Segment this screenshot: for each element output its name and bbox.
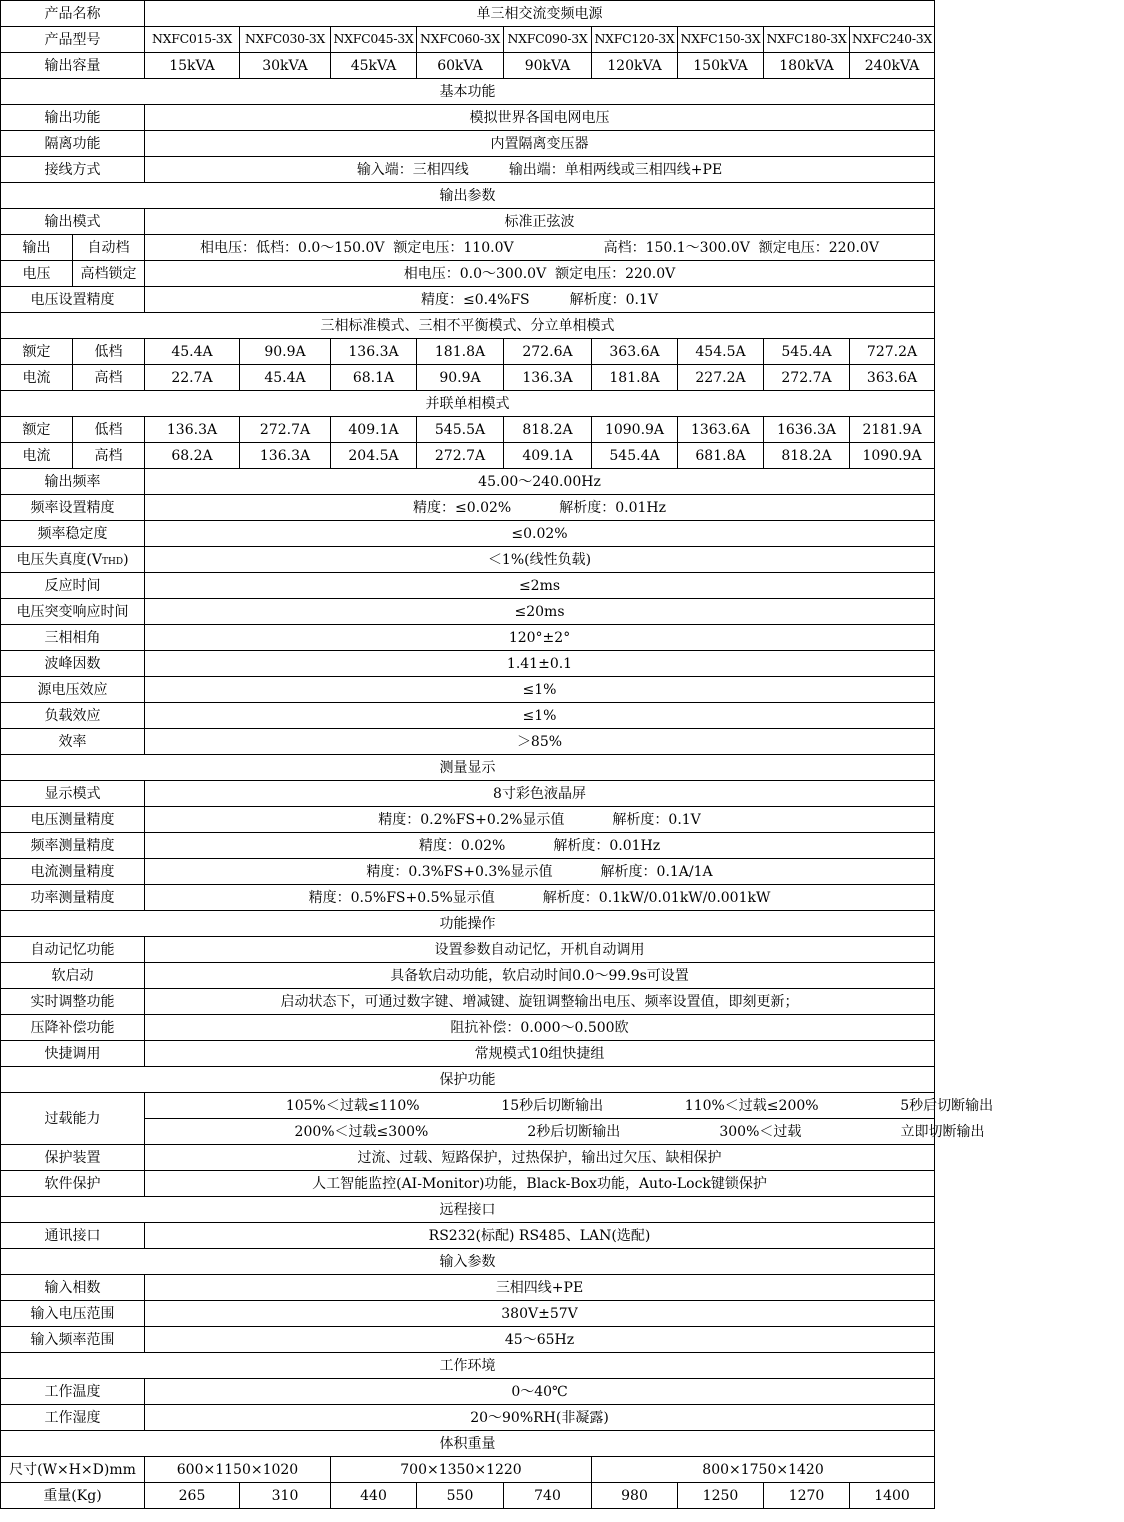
section-measure (1, 755, 935, 781)
accuracy-text: 精度：0.2%FS+0.2%显示值 (378, 811, 565, 828)
current-cell: 727.2A (850, 339, 935, 365)
row-label: 重量(Kg) (1, 1483, 145, 1509)
current-cell: 1363.6A (678, 417, 764, 443)
section-operation (1, 911, 935, 937)
row-weight (1, 1483, 935, 1509)
wiring-input: 输入端：三相四线 (356, 161, 469, 178)
model-cell: NXFC120-3X (592, 27, 678, 53)
current-cell: 181.8A (417, 339, 504, 365)
current-cell: 136.3A (504, 365, 592, 391)
row-value: 380V±57V (145, 1301, 935, 1327)
current-cell: 22.7A (145, 365, 240, 391)
row-misc (1, 703, 935, 729)
row-value (145, 885, 935, 911)
current-cell: 136.3A (331, 339, 417, 365)
model-cell: NXFC180-3X (764, 27, 850, 53)
current-cell: 409.1A (331, 417, 417, 443)
row-value: 45.00～240.00Hz (145, 469, 935, 495)
row-output-frequency (1, 469, 935, 495)
row-label: 实时调整功能 (1, 989, 145, 1015)
row-comm (1, 1223, 935, 1249)
accuracy-text: 精度：0.5%FS+0.5%显示值 (308, 889, 495, 906)
current-cell: 545.5A (417, 417, 504, 443)
row-label: 电流 (1, 365, 73, 391)
current-cell: 363.6A (592, 339, 678, 365)
sub-label: 高档 (73, 443, 145, 469)
row-label: 输出模式 (1, 209, 145, 235)
current-cell: 181.8A (592, 365, 678, 391)
weight-cell: 1400 (850, 1483, 935, 1509)
row-value: RS232(标配) RS485、LAN(选配) (145, 1223, 935, 1249)
row-misc (1, 677, 935, 703)
resolution-text: 解析度：0.01Hz (559, 499, 666, 516)
row-value (145, 1093, 994, 1119)
model-cell: NXFC090-3X (504, 27, 592, 53)
row-operation (1, 963, 935, 989)
current-cell: 45.4A (145, 339, 240, 365)
row-value: 具备软启动功能，软启动时间0.0～99.9s可设置 (145, 963, 935, 989)
row-label: 功率测量精度 (1, 885, 145, 911)
accuracy-text: 精度：0.3%FS+0.3%显示值 (366, 863, 553, 880)
row-value: 45～65Hz (145, 1327, 935, 1353)
row-value (145, 235, 935, 261)
capacity-cell: 15kVA (145, 53, 240, 79)
label-product-name: 产品名称 (1, 1, 145, 27)
row-label: 频率稳定度 (1, 521, 145, 547)
section-protection (1, 1067, 935, 1093)
row-label: 输出功能 (1, 105, 145, 131)
row-value: 启动状态下，可通过数字键、增减键、旋钮调整输出电压、频率设置值，即刻更新； (145, 989, 935, 1015)
row-output-function (1, 105, 935, 131)
weight-cell: 265 (145, 1483, 240, 1509)
row-value (145, 833, 935, 859)
row-wiring (1, 157, 935, 183)
row-misc (1, 651, 935, 677)
resolution-text: 解析度：0.1A/1A (600, 863, 713, 880)
value-product-name: 单三相交流变频电源 (145, 1, 935, 27)
row-value (145, 807, 935, 833)
row-input (1, 1275, 935, 1301)
row-capacity (1, 53, 935, 79)
section-header: 远程接口 (1, 1197, 935, 1223)
row-value: ≤0.02% (145, 521, 935, 547)
row-misc (1, 729, 935, 755)
overload-range: 200%＜过载≤300% (294, 1123, 429, 1140)
row-label: 快捷调用 (1, 1041, 145, 1067)
section-header: 测量显示 (1, 755, 935, 781)
sub-label: 高档锁定 (73, 261, 145, 287)
capacity-cell: 240kVA (850, 53, 935, 79)
row-label: 自动记忆功能 (1, 937, 145, 963)
current-cell: 454.5A (678, 339, 764, 365)
current-cell: 1636.3A (764, 417, 850, 443)
weight-cell: 980 (592, 1483, 678, 1509)
row-3p-current-low (1, 339, 935, 365)
row-measure (1, 885, 935, 911)
current-cell: 68.2A (145, 443, 240, 469)
current-cell: 45.4A (240, 365, 331, 391)
row-models (1, 27, 935, 53)
size-cell: 800×1750×1420 (592, 1457, 935, 1483)
overload-action: 立即切断输出 (900, 1123, 985, 1140)
accuracy-text: 精度：≤0.4%FS (421, 291, 530, 308)
row-label: 输入频率范围 (1, 1327, 145, 1353)
resolution-text: 解析度：0.1kW/0.01kW/0.001kW (542, 889, 771, 906)
weight-cell: 740 (504, 1483, 592, 1509)
row-value: 0～40℃ (145, 1379, 935, 1405)
section-header: 三相标准模式、三相不平衡模式、分立单相模式 (1, 313, 935, 339)
row-label: 软启动 (1, 963, 145, 989)
row-value (145, 495, 935, 521)
resolution-text: 解析度：0.1V (569, 291, 658, 308)
row-label: 尺寸(W×H×D)mm (1, 1457, 145, 1483)
row-protection (1, 1171, 935, 1197)
current-cell: 545.4A (764, 339, 850, 365)
current-cell: 272.7A (240, 417, 331, 443)
model-cell: NXFC240-3X (850, 27, 935, 53)
row-value: ≤2ms (145, 573, 935, 599)
section-three-phase (1, 313, 935, 339)
current-cell: 272.7A (764, 365, 850, 391)
capacity-cell: 45kVA (331, 53, 417, 79)
overload-range: 300%＜过载 (719, 1123, 802, 1140)
capacity-cell: 30kVA (240, 53, 331, 79)
section-basic (1, 79, 935, 105)
accuracy-text: 精度：0.02% (418, 837, 506, 854)
row-label: 电压 (1, 261, 73, 287)
row-label: 电压突变响应时间 (1, 599, 145, 625)
row-frequency-stability (1, 521, 935, 547)
current-cell: 363.6A (850, 365, 935, 391)
section-header: 保护功能 (1, 1067, 935, 1093)
row-label: 波峰因数 (1, 651, 145, 677)
overload-action: 5秒后切断输出 (900, 1097, 994, 1114)
thd-label-sub: THD (102, 556, 124, 567)
section-remote (1, 1197, 935, 1223)
row-measure (1, 859, 935, 885)
row-value: ≤1% (145, 703, 935, 729)
model-cell: NXFC030-3X (240, 27, 331, 53)
row-3p-current-high (1, 365, 935, 391)
row-misc (1, 599, 935, 625)
current-cell: 818.2A (504, 417, 592, 443)
row-label (1, 547, 145, 573)
resolution-text: 解析度：0.01Hz (553, 837, 661, 854)
row-value: 过流、过载、短路保护，过热保护，输出过欠压、缺相保护 (145, 1145, 935, 1171)
weight-cell: 440 (331, 1483, 417, 1509)
row-operation (1, 989, 935, 1015)
current-cell: 136.3A (240, 443, 331, 469)
weight-cell: 1270 (764, 1483, 850, 1509)
row-voltage-auto (1, 235, 935, 261)
row-value (145, 157, 935, 183)
section-parallel (1, 391, 935, 417)
row-overload-1 (1, 1093, 935, 1119)
sub-label: 自动档 (73, 235, 145, 261)
row-measure (1, 807, 935, 833)
row-label: 输出 (1, 235, 73, 261)
row-value: 三相四线+PE (145, 1275, 935, 1301)
row-value: 标准正弦波 (145, 209, 935, 235)
voltage-auto-high: 高档：150.1～300.0V 额定电压：220.0V (603, 239, 879, 256)
weight-cell: 550 (417, 1483, 504, 1509)
current-cell: 227.2A (678, 365, 764, 391)
row-product-name (1, 1, 935, 27)
current-cell: 272.6A (504, 339, 592, 365)
row-misc (1, 625, 935, 651)
row-isolation (1, 131, 935, 157)
row-value (145, 287, 935, 313)
current-cell: 1090.9A (850, 443, 935, 469)
current-cell: 272.7A (417, 443, 504, 469)
current-cell: 2181.9A (850, 417, 935, 443)
row-voltage-locked (1, 261, 935, 287)
section-input (1, 1249, 935, 1275)
row-value: ≤20ms (145, 599, 935, 625)
section-header: 功能操作 (1, 911, 935, 937)
row-input (1, 1327, 935, 1353)
row-label: 反应时间 (1, 573, 145, 599)
row-thd (1, 547, 935, 573)
section-header: 输入参数 (1, 1249, 935, 1275)
row-label: 通讯接口 (1, 1223, 145, 1249)
model-cell: NXFC015-3X (145, 27, 240, 53)
row-value: 人工智能监控(AI-Monitor)功能，Black-Box功能，Auto-Lock键锁保护 (145, 1171, 935, 1197)
row-label: 额定 (1, 417, 73, 443)
row-label: 接线方式 (1, 157, 145, 183)
row-value: ＞85% (145, 729, 935, 755)
section-header: 并联单相模式 (1, 391, 935, 417)
model-cell: NXFC150-3X (678, 27, 764, 53)
row-value: 常规模式10组快捷组 (145, 1041, 935, 1067)
row-label: 隔离功能 (1, 131, 145, 157)
current-cell: 136.3A (145, 417, 240, 443)
row-label: 效率 (1, 729, 145, 755)
row-label: 过载能力 (1, 1093, 145, 1145)
row-env (1, 1405, 935, 1431)
row-label: 三相相角 (1, 625, 145, 651)
row-label: 软件保护 (1, 1171, 145, 1197)
row-label: 频率测量精度 (1, 833, 145, 859)
current-cell: 818.2A (764, 443, 850, 469)
model-cell: NXFC060-3X (417, 27, 504, 53)
current-cell: 681.8A (678, 443, 764, 469)
weight-cell: 310 (240, 1483, 331, 1509)
current-cell: 68.1A (331, 365, 417, 391)
thd-label-end: ) (123, 551, 129, 568)
thd-label-text: 电压失真度(V (16, 551, 103, 568)
row-parallel-current-high (1, 443, 935, 469)
section-output (1, 183, 935, 209)
capacity-cell: 120kVA (592, 53, 678, 79)
current-cell: 1090.9A (592, 417, 678, 443)
row-value: 设置参数自动记忆，开机自动调用 (145, 937, 935, 963)
row-value (145, 859, 935, 885)
row-value: 内置隔离变压器 (145, 131, 935, 157)
capacity-cell: 60kVA (417, 53, 504, 79)
row-value: 120°±2° (145, 625, 935, 651)
row-voltage-accuracy (1, 287, 935, 313)
row-frequency-accuracy (1, 495, 935, 521)
overload-range: 105%＜过载≤110% (285, 1097, 420, 1114)
section-size-weight (1, 1431, 935, 1457)
row-label: 额定 (1, 339, 73, 365)
section-header: 体积重量 (1, 1431, 935, 1457)
row-operation (1, 1015, 935, 1041)
row-label: 电流测量精度 (1, 859, 145, 885)
row-label: 工作温度 (1, 1379, 145, 1405)
overload-range: 110%＜过载≤200% (684, 1097, 819, 1114)
row-label: 输出频率 (1, 469, 145, 495)
row-operation (1, 937, 935, 963)
current-cell: 90.9A (417, 365, 504, 391)
row-value: 1.41±0.1 (145, 651, 935, 677)
sub-label: 高档 (73, 365, 145, 391)
wiring-output: 输出端：单相两线或三相四线+PE (508, 161, 723, 178)
row-label: 工作湿度 (1, 1405, 145, 1431)
row-label: 源电压效应 (1, 677, 145, 703)
resolution-text: 解析度：0.1V (612, 811, 701, 828)
section-environment (1, 1353, 935, 1379)
row-value: 20～90%RH(非凝露) (145, 1405, 935, 1431)
row-label: 频率设置精度 (1, 495, 145, 521)
row-label: 显示模式 (1, 781, 145, 807)
row-label: 压降补偿功能 (1, 1015, 145, 1041)
voltage-auto-low: 相电压：低档：0.0～150.0V 额定电压：110.0V (200, 239, 514, 256)
row-label: 负载效应 (1, 703, 145, 729)
row-value: 相电压：0.0～300.0V 额定电压：220.0V (145, 261, 935, 287)
size-cell: 700×1350×1220 (331, 1457, 592, 1483)
row-misc (1, 573, 935, 599)
row-value: 模拟世界各国电网电压 (145, 105, 935, 131)
size-cell: 600×1150×1020 (145, 1457, 331, 1483)
row-label: 电流 (1, 443, 73, 469)
capacity-cell: 90kVA (504, 53, 592, 79)
accuracy-text: 精度：≤0.02% (413, 499, 512, 516)
current-cell: 409.1A (504, 443, 592, 469)
sub-label: 低档 (73, 339, 145, 365)
current-cell: 90.9A (240, 339, 331, 365)
row-label: 输入电压范围 (1, 1301, 145, 1327)
section-header: 工作环境 (1, 1353, 935, 1379)
row-label: 电压测量精度 (1, 807, 145, 833)
row-value: 阻抗补偿：0.000～0.500欧 (145, 1015, 935, 1041)
capacity-cell: 180kVA (764, 53, 850, 79)
section-header: 基本功能 (1, 79, 935, 105)
overload-action: 15秒后切断输出 (501, 1097, 604, 1114)
label-capacity: 输出容量 (1, 53, 145, 79)
row-value (145, 1119, 985, 1145)
row-display-mode (1, 781, 935, 807)
row-label: 输入相数 (1, 1275, 145, 1301)
row-value: ≤1% (145, 677, 935, 703)
label-models: 产品型号 (1, 27, 145, 53)
row-label: 电压设置精度 (1, 287, 145, 313)
row-parallel-current-low (1, 417, 935, 443)
row-value: 8寸彩色液晶屏 (145, 781, 935, 807)
weight-cell: 1250 (678, 1483, 764, 1509)
row-measure (1, 833, 935, 859)
section-header: 输出参数 (1, 183, 935, 209)
row-value: ＜1%(线性负载) (145, 547, 935, 573)
current-cell: 545.4A (592, 443, 678, 469)
row-env (1, 1379, 935, 1405)
row-size (1, 1457, 935, 1483)
row-input (1, 1301, 935, 1327)
row-protection (1, 1145, 935, 1171)
row-label: 保护装置 (1, 1145, 145, 1171)
current-cell: 204.5A (331, 443, 417, 469)
row-operation (1, 1041, 935, 1067)
overload-action: 2秒后切断输出 (527, 1123, 621, 1140)
capacity-cell: 150kVA (678, 53, 764, 79)
row-output-mode (1, 209, 935, 235)
sub-label: 低档 (73, 417, 145, 443)
model-cell: NXFC045-3X (331, 27, 417, 53)
